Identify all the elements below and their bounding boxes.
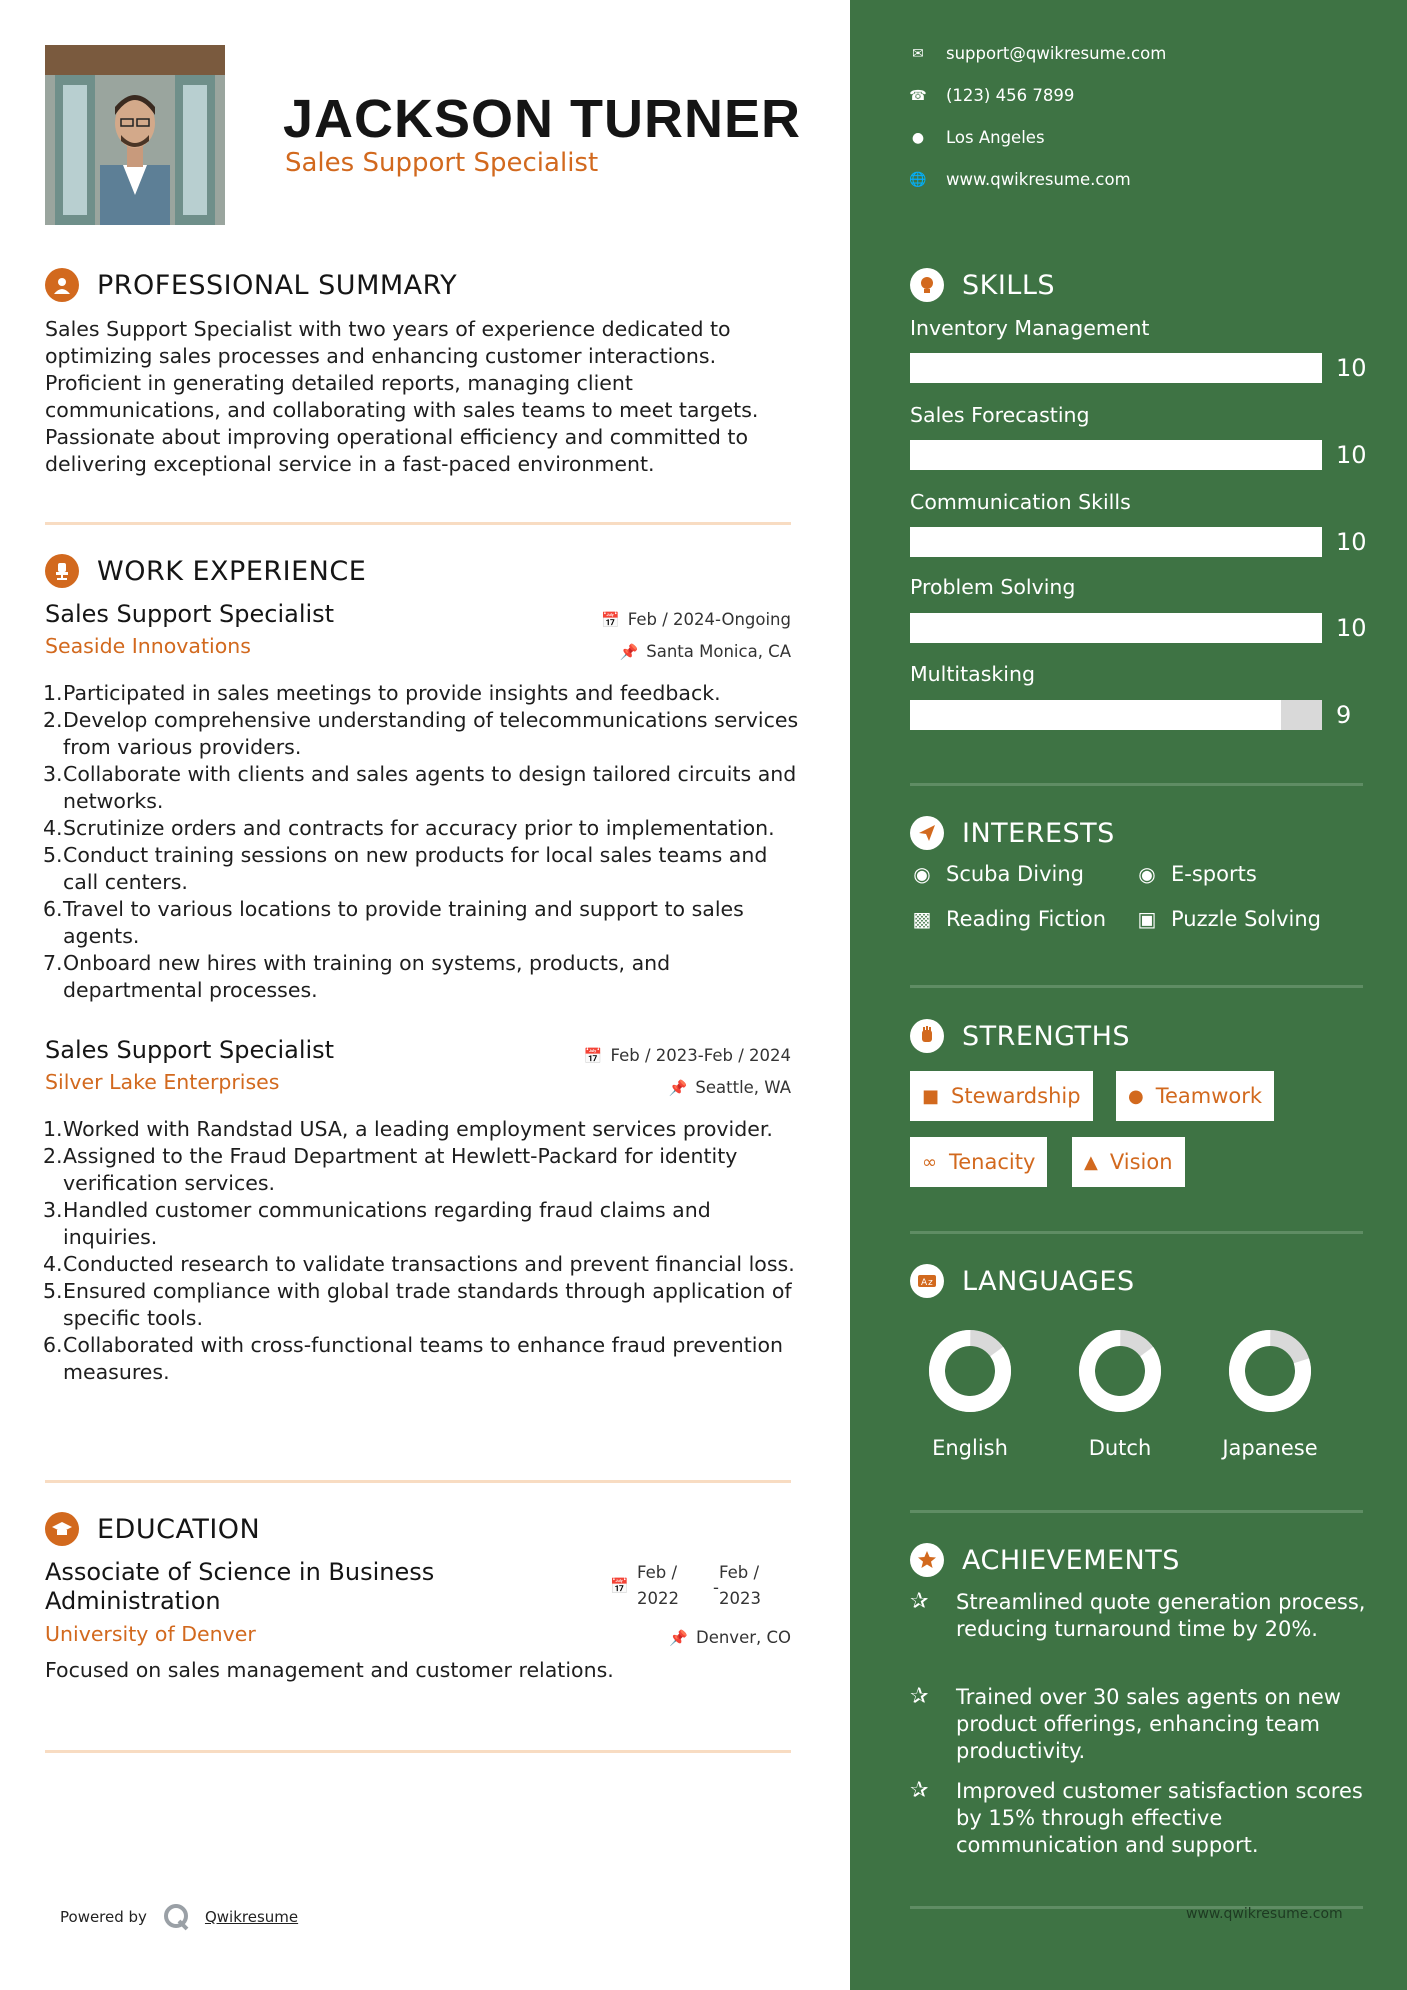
job-dates [584,1046,791,1065]
language-donut [1077,1328,1163,1414]
dates-text: Feb / 2024-Ongoing [627,610,791,629]
qwikresume-logo-icon [163,1903,191,1931]
interest-item: ◉ Scuba Diving [910,862,1084,886]
education-description: Focused on sales management and customer relations. [45,1658,614,1682]
pin-icon: 📌 [669,1628,688,1647]
strength-badge: ■ Stewardship [910,1071,1093,1121]
map-marker-icon: ● [911,129,925,146]
language-name: English [932,1436,1008,1460]
shooting-star-icon: ✰ [910,1684,929,1709]
divider [910,783,1363,786]
graduation-cap-icon [45,1512,79,1546]
skills-heading: SKILLS [910,268,1055,302]
shooting-star-icon: ✰ [910,1778,929,1803]
summary-text: Sales Support Specialist with two years of experience dedicated to optimizing sales processes and enhancing customer interactions. Proficient in generating detailed reports, managing client communications, and collaborating with sales teams to meet targets. Passionate about improving operational efficiency and committed to delivering exceptional service in a fast-paced environment. [45,317,759,476]
interest-item: ▣ Puzzle Solving [1135,907,1321,931]
calendar-icon: 📅 [601,610,620,629]
footer-website: www.qwikresume.com [1186,1906,1343,1922]
star-icon [910,1543,944,1577]
skill-name: Communication Skills [910,490,1131,514]
users-icon: ● [1128,1085,1144,1107]
envelope-icon: ✉ [912,45,924,62]
candidate-name: JACKSON TURNER [283,89,802,149]
divider [45,1480,791,1483]
experience-title: WORK EXPERIENCE [97,555,367,587]
skill-value: 9 [1336,701,1352,729]
skill-value: 10 [1336,441,1367,469]
strength-badge: ▲ Vision [1072,1137,1185,1187]
skill-name: Sales Forecasting [910,403,1090,427]
list-item: 2. Assigned to the Fraud Department at Hewlett-Packard for identity verification services. [43,1144,738,1195]
duties-list [45,680,805,1004]
job-entry [43,1036,795,1416]
powered-by: Powered by Qwikresume [60,1903,298,1931]
education-entry [45,1558,791,1698]
life-ring-icon: ◉ [913,862,931,886]
summary-heading [45,268,457,302]
skill-bar [910,700,1322,730]
company-name: Seaside Innovations [45,634,251,658]
link-icon: ∞ [922,1151,937,1173]
skill-name: Multitasking [910,662,1035,686]
list-item: 2. Develop comprehensive understanding of telecommunications services from various providers. [43,708,799,759]
skill-value: 10 [1336,354,1367,382]
list-item: 5. Ensured compliance with global trade standards through application of specific tools. [43,1279,792,1330]
lightbulb-icon [910,268,944,302]
contact-location: ● Los Angeles [911,128,1045,147]
education-heading [45,1512,260,1546]
company-name: Silver Lake Enterprises [45,1070,280,1094]
language-donut [927,1328,1013,1414]
job-entry [43,600,799,1010]
skill-bar [910,440,1322,470]
phone-icon: ☎ [909,87,927,104]
svg-text:A: A [921,1278,928,1288]
profile-photo [45,45,225,225]
degree-title: Associate of Science in Business Administration [45,1558,435,1615]
school-name: University of Denver [45,1622,256,1646]
language-name: Japanese [1222,1436,1318,1460]
skill-bar [910,613,1322,643]
strength-badge: ● Teamwork [1116,1071,1274,1121]
user-icon [45,268,79,302]
education-location: 📌 Denver, CO [669,1628,791,1647]
languages-heading: A z LANGUAGES [910,1264,1135,1298]
paper-plane-icon [910,816,944,850]
dates-text: Feb / 2023-Feb / 2024 [610,1046,791,1065]
divider [910,1510,1363,1513]
interests-heading: INTERESTS [910,816,1115,850]
duties-list [45,1116,805,1386]
skill-name: Inventory Management [910,316,1150,340]
list-item: 7. Onboard new hires with training on systems, products, and departmental processes. [43,951,671,1002]
briefcase-icon: ■ [922,1085,940,1107]
list-item: 3. Collaborate with clients and sales agents to design tailored circuits and networks. [43,762,797,813]
location-text: Seattle, WA [695,1078,791,1097]
gamepad-icon: ▩ [912,907,932,931]
divider [45,1750,791,1753]
job-title: Sales Support Specialist [45,1036,335,1064]
job-dates [601,610,791,629]
pin-icon: 📌 [619,642,639,661]
divider [910,985,1363,988]
skill-fill [910,440,1322,470]
skill-name: Problem Solving [910,575,1076,599]
language-item [1210,1328,1330,1460]
hand-icon [910,1019,944,1053]
skill-bar [910,527,1322,557]
list-item: 4. Scrutinize orders and contracts for accuracy prior to implementation. [43,816,775,840]
location-text: Santa Monica, CA [646,642,791,661]
job-location [620,642,791,661]
list-item: 4. Conducted research to validate transactions and prevent financial loss. [43,1252,795,1276]
calendar-icon: 📅 [610,1577,630,1595]
skill-fill [910,527,1322,557]
contact-website: 🌐 www.qwikresume.com [909,170,1131,189]
interest-item: ◉ E-sports [1135,862,1257,886]
achievement-item: ✰ Streamlined quote generation process, reducing turnaround time by 20%. [910,1589,1366,1641]
binoculars-icon: ▲ [1084,1151,1098,1173]
language-icon [910,1264,944,1298]
strengths-heading: STRENGTHS [910,1019,1130,1053]
interest-item: ▩ Reading Fiction [910,907,1106,931]
shooting-star-icon: ✰ [910,1589,929,1614]
skill-fill [910,353,1322,383]
sidebar [850,0,1407,1990]
experience-heading [45,554,366,588]
skill-value: 10 [1336,614,1367,642]
list-item: 6. Collaborated with cross-functional teams to enhance fraud prevention measures. [43,1333,783,1384]
globe-icon: 🌐 [909,171,927,188]
list-item: 6. Travel to various locations to provide training and support to sales agents. [43,897,744,948]
skill-fill [910,700,1281,730]
language-item [910,1328,1030,1460]
calendar-icon: 📅 [583,1046,603,1065]
list-item: 1. Participated in sales meetings to provide insights and feedback. [43,681,721,705]
divider [910,1231,1363,1234]
contact-phone: ☎ (123) 456 7899 [909,86,1075,105]
summary-title: PROFESSIONAL SUMMARY [97,269,458,301]
job-title: Sales Support Specialist [45,600,335,628]
skill-bar [910,353,1322,383]
job-location [669,1078,791,1097]
list-item: 1. Worked with Randstad USA, a leading employment services provider. [43,1117,773,1141]
language-name: Dutch [1088,1436,1152,1460]
language-item [1060,1328,1180,1460]
achievements-heading: ACHIEVEMENTS [910,1543,1180,1577]
strength-badge: ∞ Tenacity [910,1137,1047,1187]
candidate-title: Sales Support Specialist [285,148,599,178]
life-ring-icon: ◉ [1138,862,1156,886]
list-item: 5. Conduct training sessions on new products for local sales teams and call centers. [43,843,768,894]
skill-value: 10 [1336,528,1367,556]
contact-email: ✉ support@qwikresume.com [910,44,1166,63]
divider [45,522,791,525]
achievement-item: ✰ Improved customer satisfaction scores by 15% through effective communication and support. [910,1778,1363,1857]
svg-text:z: z [928,1278,933,1288]
book-icon: ▣ [1137,907,1157,931]
pin-icon: 📌 [668,1078,688,1097]
language-donut [1227,1328,1313,1414]
education-dates: 📅 Feb / 2022 - Feb / 2023 [610,1563,761,1608]
education-title: EDUCATION [97,1513,261,1545]
qwikresume-link[interactable]: Qwikresume [204,1908,299,1926]
list-item: 3. Handled customer communications regarding fraud claims and inquiries. [43,1198,711,1249]
chair-icon [45,554,79,588]
achievement-item: ✰ Trained over 30 sales agents on new product offerings, enhancing team productivity. [910,1684,1341,1763]
skill-fill [910,613,1322,643]
